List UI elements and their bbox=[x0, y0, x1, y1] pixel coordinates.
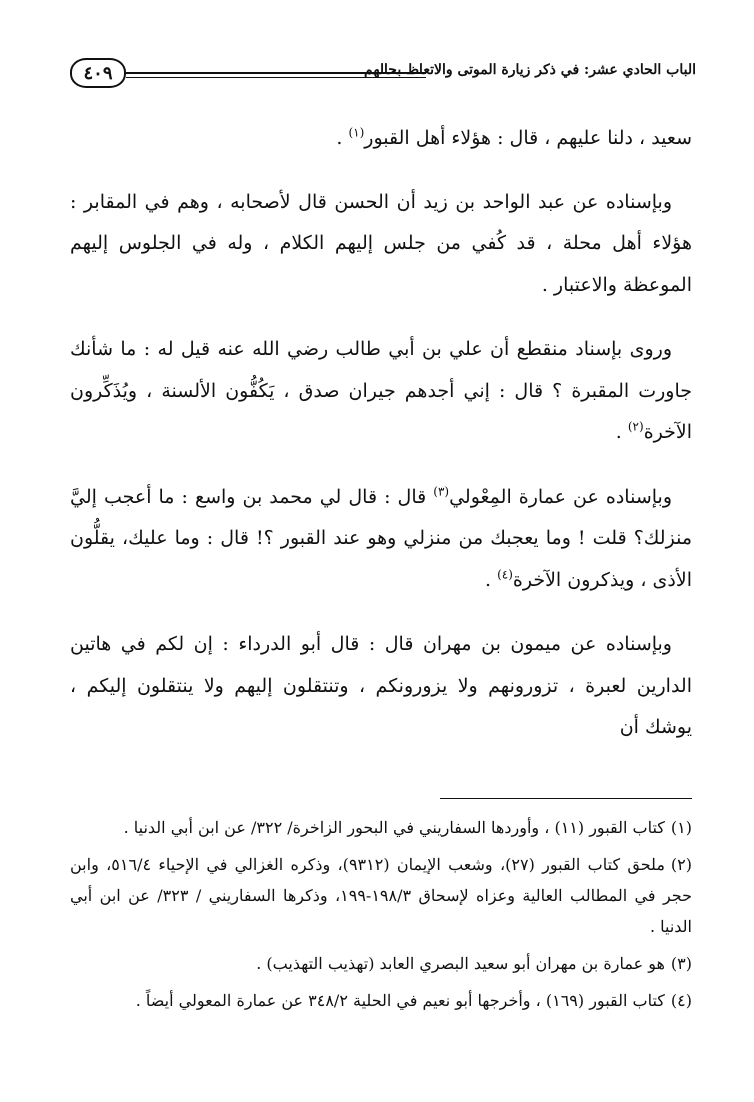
footnote-ref-3: (٣) bbox=[433, 484, 450, 499]
paragraph-5 bbox=[70, 624, 692, 749]
main-text bbox=[70, 118, 692, 772]
footnote-ref-2: (٢) bbox=[627, 419, 644, 434]
paragraph-1-text: سعيد ، دلنا عليهم ، قال : هؤلاء أهل القبور bbox=[364, 127, 692, 149]
footnote-number: (٤) bbox=[670, 991, 692, 1010]
chapter-title: الباب الحادي عشر: في ذكر زيارة الموتى والاتعاظ بحالهم bbox=[364, 62, 696, 78]
footnote-text: ملحق كتاب القبور (٢٧)، وشعب الإيمان (٩٣١٢)، وذكره الغزالي في الإحياء ٥١٦/٤، وابن حجر في المطالب العالية وعزاه لإسحاق ١٩٨/٣-١٩٩، وذكرها السفاريني / ٣٢٣/ عن ابن أبي الدنيا . bbox=[70, 855, 692, 936]
footnote-3 bbox=[70, 948, 692, 979]
footnote-ref-4: (٤) bbox=[497, 567, 513, 582]
paragraph-4 bbox=[70, 477, 692, 602]
paragraph-2-text: وبإسناده عن عبد الواحد بن زيد أن الحسن قال لأصحابه ، وهم في المقابر : هؤلاء أهل محلة ، قد كُفي من جلس إليهم الكلام ، وله في الجلوس إليهم الموعظة والاعتبار . bbox=[70, 190, 692, 296]
footnotes bbox=[70, 812, 692, 1022]
footnote-number: (٢) bbox=[670, 855, 693, 874]
paragraph-3-end: . bbox=[615, 421, 628, 443]
footnote-text: كتاب القبور (١٦٩) ، وأخرجها أبو نعيم في الحلية ٣٤٨/٢ عن عمارة المعولي أيضاً . bbox=[135, 991, 665, 1010]
paragraph-4-end: . bbox=[484, 568, 498, 591]
footnote-1 bbox=[70, 812, 692, 843]
footnote-separator bbox=[440, 798, 692, 799]
footnote-number: (٣) bbox=[670, 954, 692, 973]
footnote-text: هو عمارة بن مهران أبو سعيد البصري العابد (تهذيب التهذيب) . bbox=[256, 954, 665, 973]
paragraph-2 bbox=[70, 182, 692, 307]
paragraph-1-end: . bbox=[336, 127, 349, 149]
paragraph-3-text: وروى بإسناد منقطع أن علي بن أبي طالب رضي الله عنه قيل له : ما شأنك جاورت المقبرة ؟ قال : إني أجدهم جيران صدق ، يَكُفُّون الألسنة ، ويُذَكِّرون الآخرة bbox=[70, 338, 692, 443]
footnote-ref-1: (١) bbox=[348, 125, 365, 140]
footnote-2 bbox=[70, 849, 692, 942]
paragraph-1 bbox=[70, 118, 692, 160]
page-header bbox=[70, 58, 696, 92]
paragraph-4-lead: وبإسناده عن عمارة المِعْولي bbox=[449, 485, 673, 508]
footnote-4 bbox=[70, 985, 692, 1016]
paragraph-4-text: قال : قال لي محمد بن واسع : ما أعجب إليَّ منزلك؟ قلت ! وما يعجبك من منزلي وهو عند القبور ؟! قال : وما عليك، يقلُّون الأذى ، ويذكرون الآخرة bbox=[70, 485, 692, 591]
footnote-text: كتاب القبور (١١) ، وأوردها السفاريني في البحور الزاخرة/ ٣٢٢/ عن ابن أبي الدنيا . bbox=[123, 818, 665, 837]
footnote-number: (١) bbox=[670, 818, 692, 837]
paragraph-5-text: وبإسناده عن ميمون بن مهران قال : قال أبو الدرداء : إن لكم في هاتين الدارين لعبرة ، تزورونهم ولا يزورونكم ، وتنتقلون إليهم ولا ينتقلون إليكم ، يوشك أن bbox=[70, 633, 692, 738]
page-number: ٤٠٩ bbox=[70, 58, 126, 88]
paragraph-3 bbox=[70, 329, 692, 454]
